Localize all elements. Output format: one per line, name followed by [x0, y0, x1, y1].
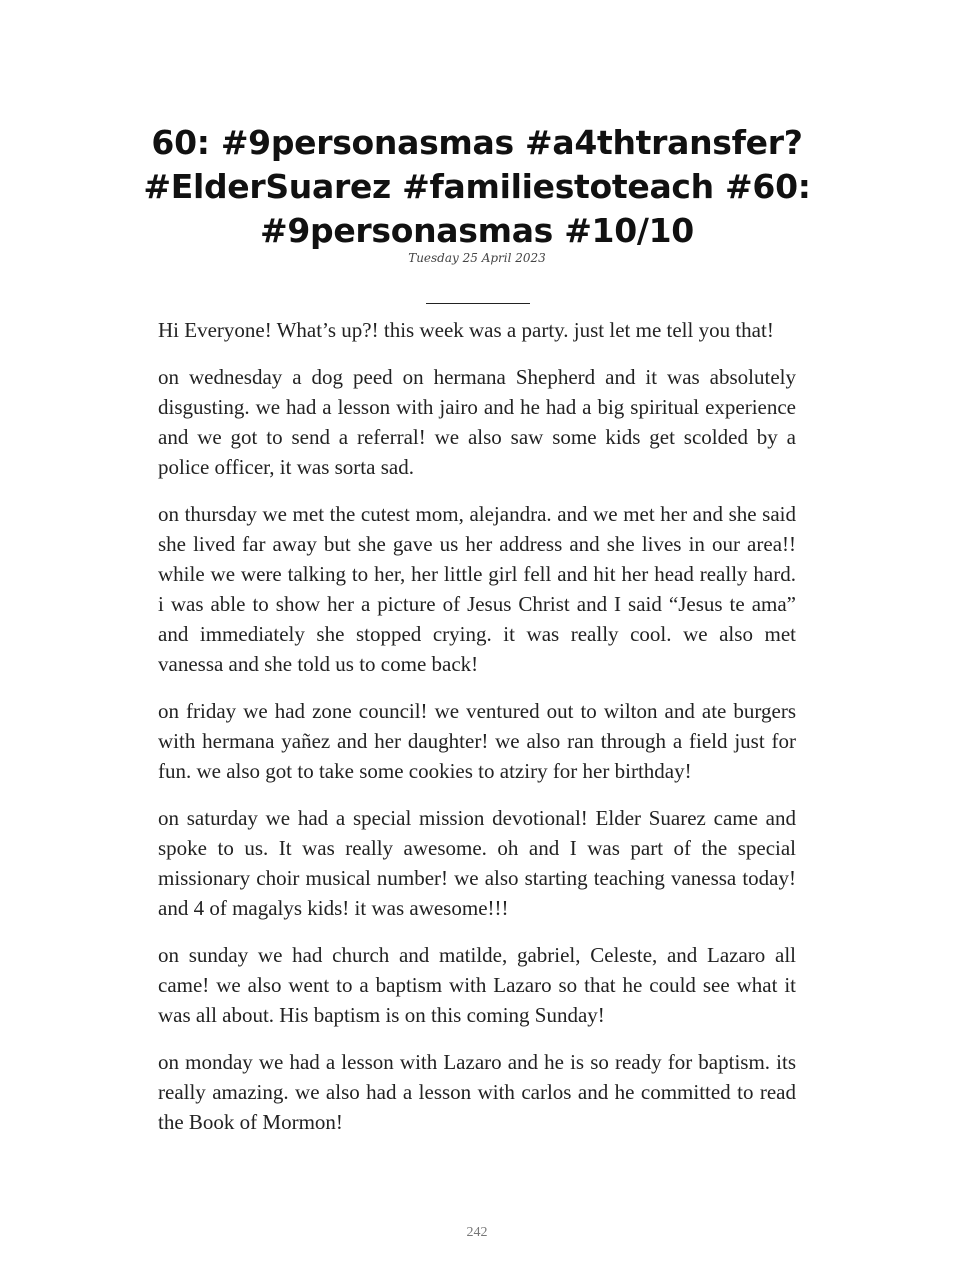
paragraph-monday: on monday we had a lesson with Lazaro and he is so ready for baptism. its really amazing. we also had a lesson with carlos and he committed to read the Book of Mormon!: [158, 1050, 796, 1134]
page-number: 242: [466, 1225, 488, 1240]
paragraph-thursday: on thursday we met the cutest mom, alejandra. and we met her and she said she lived far away but she gave us her address and she lives in our area!! while we were talking to her, her little girl fell and hit her head really hard. i was able to show her a picture of Jesus Christ and I said “Jesus te ama” and immediately she stopped crying. it was really cool. we also met vanessa and she told us to come back!: [158, 502, 796, 676]
post-body: [158, 315, 796, 1154]
paragraph-greeting: Hi Everyone! What’s up?! this week was a party. just let me tell you that!: [158, 318, 774, 342]
paragraph-friday: on friday we had zone council! we ventured out to wilton and ate burgers with hermana yañez and her daughter! we also ran through a field just for fun. we also got to take some cookies to atziry for her birthday!: [158, 699, 796, 783]
title-divider: [426, 303, 530, 304]
paragraph-wednesday: on wednesday a dog peed on hermana Shepherd and it was absolutely disgusting. we had a lesson with jairo and he had a big spiritual experience and we got to send a referral! we also saw some kids get scolded by a police officer, it was sorta sad.: [158, 365, 796, 479]
post-date: Tuesday 25 April 2023: [408, 251, 546, 265]
paragraph-sunday: on sunday we had church and matilde, gabriel, Celeste, and Lazaro all came! we also went to a baptism with Lazaro so that he could see what it was all about. His baptism is on this coming Sunday!: [158, 943, 796, 1027]
page-title: 60: #9personasmas #a4thtransfer? #ElderSuarez #familiestoteach #60: #9personasmas #10/10: [143, 123, 811, 250]
paragraph-saturday: on saturday we had a special mission devotional! Elder Suarez came and spoke to us. It was really awesome. oh and I was part of the special missionary choir musical number! we also starting teaching vanessa today! and 4 of magalys kids! it was awesome!!!: [158, 806, 796, 920]
